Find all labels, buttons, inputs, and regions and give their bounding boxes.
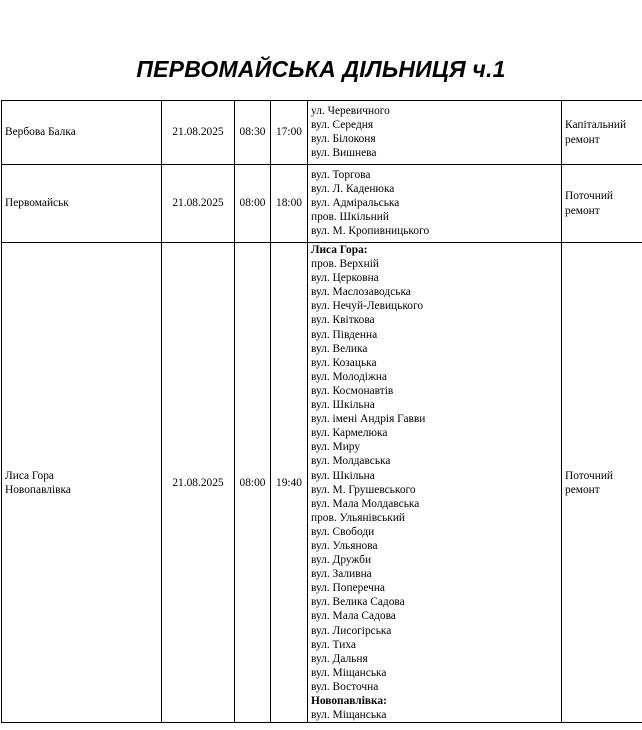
street-item: вул. Козацька — [311, 356, 377, 369]
street-item: вул. імені Андрія Гавви — [311, 413, 426, 426]
table-row — [2, 165, 642, 243]
end-time-cell: 19:40 — [271, 243, 308, 723]
street-item: вул. Шкільна — [311, 469, 375, 482]
settlement-name: Лиса Гора — [5, 469, 54, 482]
end-time-cell: 17:00 — [271, 101, 308, 165]
settlement-cell — [2, 243, 162, 723]
settlement-name: Первомайськ — [5, 197, 69, 210]
settlement-cell — [2, 165, 162, 243]
streets-cell — [308, 165, 562, 243]
street-item: вул. Шкільна — [311, 399, 375, 412]
street-item: вул. Свободи — [311, 525, 375, 538]
street-item: вул. М. Кропивницького — [311, 225, 430, 238]
street-list — [311, 708, 558, 722]
street-item: вул. Церковна — [311, 272, 379, 285]
end-time-cell: 18:00 — [271, 165, 308, 243]
street-item: вул. Мала Садова — [311, 610, 396, 623]
street-item: вул. Дальня — [311, 652, 368, 665]
street-group-heading: Лиса Гора: — [311, 244, 368, 256]
street-group-heading: Новопавлівка: — [311, 695, 387, 707]
work-type-cell: Капітальний ремонт — [562, 101, 642, 165]
table-row — [2, 101, 642, 165]
settlement-name: Новопавлівка — [5, 483, 71, 496]
street-item: вул. Велика Садова — [311, 596, 405, 609]
street-item: вул. Міщанська — [311, 666, 387, 679]
street-item: вул. Заливна — [311, 568, 372, 581]
street-item: вул. Восточна — [311, 680, 379, 693]
work-type-cell: Поточний ремонт — [562, 243, 642, 723]
street-item: вул. Миру — [311, 441, 361, 454]
start-time-cell: 08:00 — [235, 243, 271, 723]
street-item: вул. Тиха — [311, 638, 356, 651]
street-item: вул. Маслозаводська — [311, 286, 411, 299]
street-item: пров. Шкільний — [311, 211, 389, 224]
street-item: вул. Міщанська — [311, 709, 387, 722]
outage-schedule-table — [1, 100, 642, 723]
street-item: ул. Черевичного — [311, 105, 390, 117]
street-list — [311, 257, 558, 694]
street-item: вул. Кармелюка — [311, 427, 388, 440]
street-item: вул. Торгова — [311, 169, 371, 181]
street-item: вул. Лисогірська — [311, 624, 392, 637]
work-type-cell: Поточний ремонт — [562, 165, 642, 243]
settlement-name: Вербова Балка — [5, 126, 76, 139]
street-item: вул. Білоконя — [311, 133, 376, 146]
table-row — [2, 243, 642, 723]
street-item: вул. Молодіжна — [311, 370, 387, 383]
streets-cell — [308, 243, 562, 723]
street-item: вул. Вишнева — [311, 147, 377, 160]
street-item: вул. Дружби — [311, 554, 372, 567]
street-item: пров. Верхній — [311, 258, 379, 271]
street-item: вул. Велика — [311, 342, 368, 355]
start-time-cell: 08:30 — [235, 101, 271, 165]
street-item: вул. Поперечна — [311, 582, 385, 595]
street-item: вул. Л. Каденюка — [311, 183, 395, 196]
start-time-cell: 08:00 — [235, 165, 271, 243]
date-cell: 21.08.2025 — [162, 101, 235, 165]
street-item: вул. Космонавтів — [311, 384, 394, 397]
street-item: вул. Молдавська — [311, 455, 391, 468]
street-item: вул. Середня — [311, 119, 374, 132]
street-item: вул. Ульянова — [311, 539, 378, 552]
street-item: пров. Ульянівський — [311, 511, 406, 524]
street-item: вул. Нечуй-Левицького — [311, 300, 424, 313]
street-item: вул. Квіткова — [311, 314, 375, 327]
streets-cell — [308, 101, 562, 165]
street-item: вул. Адміральська — [311, 197, 400, 210]
date-cell: 21.08.2025 — [162, 243, 235, 723]
date-cell: 21.08.2025 — [162, 165, 235, 243]
settlement-cell — [2, 101, 162, 165]
street-item: вул. Південна — [311, 328, 378, 341]
street-item: вул. Мала Молдавська — [311, 497, 420, 510]
page-title: ПЕРВОМАЙСЬКА ДІЛЬНИЦЯ ч.1 — [136, 56, 506, 82]
street-item: вул. М. Грушевського — [311, 483, 416, 496]
